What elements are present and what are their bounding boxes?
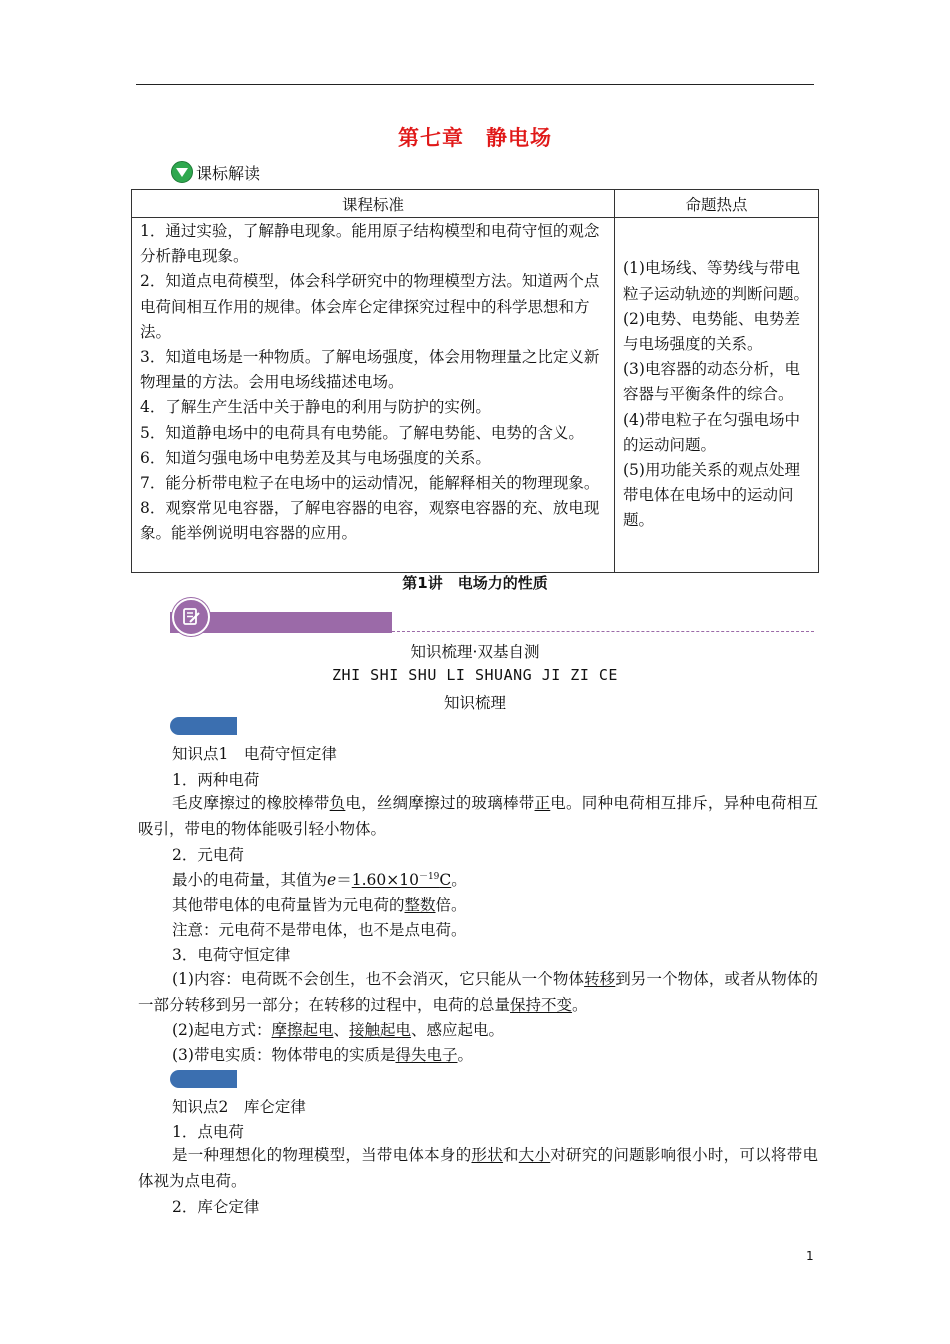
standards-cell [132, 218, 615, 573]
kp1-s3-title: 3．电荷守恒定律 [172, 946, 291, 964]
header-curriculum: 课程标准 [132, 190, 615, 218]
standard-item: 6．知道匀强电场中电势差及其与电场强度的关系。 [140, 448, 491, 467]
answer-blank: 接触起电 [349, 1021, 412, 1039]
text: 对研究的问题影响很小时，可以将带电体视为点电荷。 [138, 1146, 818, 1190]
page-number: 1 [806, 1249, 814, 1263]
elementary-charge-line [172, 868, 467, 890]
text: 到另一个物体，或者从物体的一部分转移到另一部分；在转移的过程中，电荷的总量 [138, 970, 818, 1014]
answer-blank: 摩擦起电 [271, 1021, 334, 1039]
standard-item: 1．通过实验，了解静电现象。能用原子结构模型和电荷守恒的观念分析静电现象。 [140, 222, 600, 266]
chapter-title: 第七章 静电场 [398, 126, 552, 150]
section-title: 知识梳理·双基自测 [410, 643, 540, 661]
text: 最小的电荷量，其值为 [172, 871, 328, 889]
point-charge-paragraph [138, 1142, 818, 1194]
answer-blank: 得失电子 [395, 1046, 458, 1064]
text: 倍。 [435, 896, 467, 914]
hotspots-cell [615, 218, 819, 573]
kp2-s2-title: 2．库仑定律 [172, 1198, 260, 1216]
lecture-title: 第1讲 电场力的性质 [402, 574, 548, 592]
hotspot-item: (3)电容器的动态分析，电容器与平衡条件的综合。 [623, 360, 800, 404]
value: 1.60×10 [351, 871, 419, 889]
text: 。 [451, 871, 467, 889]
standards-table [131, 189, 819, 573]
unit: C [439, 871, 452, 889]
kp1-s1-title: 1．两种电荷 [172, 771, 260, 789]
section-title-pinyin: ZHI SHI SHU LI SHUANG JI ZI CE [332, 666, 618, 684]
text: (2)起电方式： [172, 1021, 272, 1039]
kp1-heading: 知识点1 电荷守恒定律 [172, 745, 337, 763]
text: 。 [572, 996, 588, 1014]
answer-blank: 形状 [471, 1146, 503, 1164]
symbol-e: e [327, 871, 337, 889]
section-subtitle: 知识梳理 [443, 694, 506, 712]
header-hotspots: 命题热点 [615, 190, 819, 218]
answer-blank: 整数 [404, 896, 436, 914]
kp1-s2-title: 2．元电荷 [172, 846, 244, 864]
answer-blank: 负 [329, 794, 346, 812]
text: 和 [502, 1146, 519, 1164]
text: 毛皮摩擦过的橡胶棒带 [172, 794, 330, 812]
header-rule [136, 84, 814, 85]
standard-item: 3．知道电场是一种物质。了解电场强度，体会用物理量之比定义新物理量的方法。会用电场线描述电场。 [140, 348, 600, 392]
charging-methods-line [172, 1018, 504, 1040]
standard-item: 8．观察常见电容器，了解电容器的电容，观察电容器的充、放电现象。能举例说明电容器的应用。 [140, 499, 600, 543]
kp1-s1-paragraph [138, 790, 818, 842]
standard-item: 2．知道点电荷模型，体会科学研究中的物理模型方法。知道两个点电荷间相互作用的规律。体会库仑定律探究过程中的科学思想和方法。 [140, 272, 600, 341]
hotspot-item: (2)电势、电势能、电势差与电场强度的关系。 [623, 309, 800, 353]
table-header-row [132, 190, 819, 218]
hotspot-item: (5)用功能关系的观点处理带电体在电场中的运动问题。 [623, 461, 800, 530]
text: 是一种理想化的物理模型，当带电体本身的 [172, 1146, 472, 1164]
conservation-paragraph [138, 966, 818, 1018]
text: 、 [333, 1021, 349, 1039]
kp2-heading: 知识点2 库仑定律 [172, 1098, 306, 1116]
standards-heading-label: 课标解读 [196, 163, 261, 183]
text: 电。同种电荷相互排斥，异种电荷相互吸引，带电的物体能吸引轻小物体。 [138, 794, 818, 838]
standard-item: 7．能分析带电粒子在电场中的运动情况，能解释相关的物理现象。 [140, 474, 600, 493]
answer-blank: 保持不变 [510, 996, 573, 1014]
answer-blank: 转移 [584, 970, 616, 988]
down-triangle-icon [170, 160, 194, 184]
text: 电，丝绸摩擦过的玻璃棒带 [345, 794, 535, 812]
standards-heading [170, 160, 260, 184]
hotspot-item: (4)带电粒子在匀强电场中的运动问题。 [623, 410, 800, 454]
text: ＝ [336, 871, 352, 889]
text: (1)内容：电荷既不会创生，也不会消灭，它只能从一个物体 [172, 970, 585, 988]
standard-item: 4．了解生产生活中关于静电的利用与防护的实例。 [140, 398, 491, 417]
notebook-icon [172, 598, 210, 636]
answer-blank: 正 [534, 794, 551, 812]
hotspot-item: (1)电场线、等势线与带电粒子运动轨迹的判断问题。 [623, 259, 810, 303]
text: 。 [457, 1046, 473, 1064]
answer-blank [352, 871, 452, 889]
integer-multiple-line [172, 893, 467, 915]
table-body-row [132, 218, 819, 573]
standard-item: 5．知道静电场中的电荷具有电势能。了解电势能、电势的含义。 [140, 423, 584, 442]
charging-essence-line [172, 1043, 473, 1065]
kp2-s1-title: 1．点电荷 [172, 1123, 244, 1141]
exponent: －19 [418, 871, 440, 882]
text: (3)带电实质：物体带电的实质是 [172, 1046, 396, 1064]
text: 、感应起电。 [411, 1021, 505, 1039]
text: 其他带电体的电荷量皆为元电荷的 [172, 896, 405, 914]
answer-blank: 大小 [518, 1146, 551, 1164]
banner-divider [392, 631, 814, 632]
knowledge-point-tag [170, 717, 237, 735]
knowledge-point-tag [170, 1070, 237, 1088]
note-line: 注意：元电荷不是带电体，也不是点电荷。 [172, 921, 467, 939]
